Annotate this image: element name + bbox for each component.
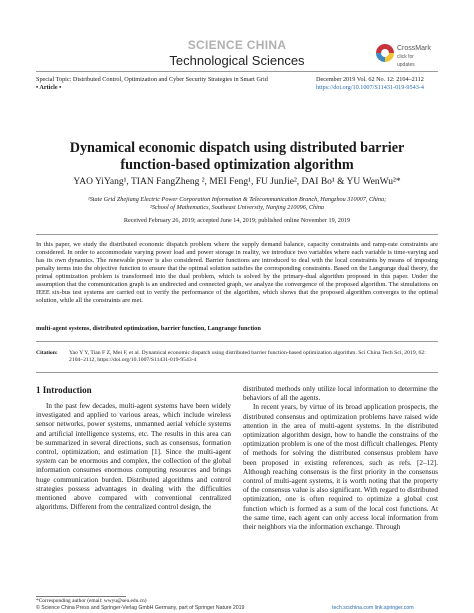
journal-name: SCIENCE CHINA [187,38,287,52]
affiliation-2: ²School of Mathematics, Southeast University, Nanjing 210096, China [149,204,325,211]
citation-rule [36,372,438,373]
intro-paragraph-1: distributed methods only utilize local information to determine the behaviors of all the agents. [243,385,438,403]
copyright: © Science China Press and Springer-Verlag GmbH Germany, part of Springer Nature 2019 [36,605,245,611]
crossmark-sublabel: click for updates [397,54,415,68]
article-type: • Article • [36,84,62,91]
abstract-bottom-rule [36,341,438,342]
citation-text: Yao Y Y, Tian F Z, Mei F, et al. Dynamical economic dispatch using distributed barrier function-based optimization algorithm. Sci China Tech Sci, 2019, 62: 2104–2112, https://doi.org/10.1007/S11431-019-9543-4 [69,350,426,364]
received-dates: Received February 26, 2019; accepted June 14, 2019; published online November 19, 2019 [123,217,351,224]
crossmark-label: CrossMark [397,45,431,52]
journal-subtitle: Technological Sciences [169,53,305,68]
corresponding-author: *Corresponding author (email: wwyu@seu.edu.cn) [36,598,147,604]
footnote-rule [36,596,126,597]
special-topic: Special Topic: Distributed Control, Optimization and Cyber Security Strategies in Smart Grid [36,76,268,83]
header-rule [36,71,438,72]
intro-paragraph-2: In recent years, by virtue of its broad application prospects, the distributed consensus and optimization problems have raised wide attention in the area of multi-agent systems. In the distributed optimization algorithm design, how to handle the constrains of the optimization problem is one of the most difficult challenges. Plenty of methods for solving the distributed consensus problem have been proposed in existing references, such as refs. [2–12]. Although reaching consensus is the first priority in the consensus control of multi-agent systems, it is worth noting that the property of the consensus value is also significant. With regard to distributed optimization, one is often required to optimize a global cost function which is formed as a sum of the local cost functions. At the same time, each agent can only access local information from their neighbors via the information exchange. Through [243,403,438,532]
issue-info: December 2019 Vol. 62 No. 12: 2104–2112 [316,76,424,83]
crossmark-badge[interactable] [376,42,431,68]
author-list: YAO YiYang¹, TIAN FangZheng ², MEI Feng¹, FU JunJie², DAI Bo¹ & YU WenWu²* [73,177,401,187]
crossmark-icon [376,44,394,62]
intro-left-column: In the past few decades, multi-agent systems have been widely investigated and applied to various areas, which include wireless sensor networks, power systems, unmanned aerial vehicle systems and artificial intelligence systems, etc. The results in this area can be summarized in several directions, such as consensus, formation control, optimization, and estimation [1]. Since the multi-agent system can be enormous and complex, the collection of the global information consumes enormous computing resources and brings huge communication burden. Distributed algorithms and control strategies possess advantages in dealing with the difficulties mentioned above compared with conventional centralized algorithms. Different from the centralized control design, the [36,402,231,512]
intro-right-column [243,385,438,532]
abstract-top-rule [36,234,438,235]
abstract: In this paper, we study the distributed economic dispatch problem where the supply demand balance, capacity constraints and ramp-rate constraints are considered. In order to accommodate varying power load and power storage in reality, we introduce two variables where each variable is time-varying and has its own dynamics. The renewable power is also considered. Barrier functions are introduced to deal with the local constraints by means of imposing penalty terms into the objective function to ensure that the optimal solution satisfies the corresponding constraints. Based on the Langrange dual theory, the primal optimization problem is transformed into the dual problem, which is solved by the primary-dual algorithm proposed in this paper. Under the assumption that the communication graph is an undirected and connected graph, we analyze the convergence of the proposed algorithm. The simulations on IEEE six-bus test systems are carried out to verify the performance of the algorithm, which shows that the proposed algorithm converges to the optimal solution, while all the constraints are met. [36,241,438,305]
keywords: multi-agent systems, distributed optimization, barrier function, Langrange function [36,325,261,332]
special-topic-block [36,76,306,92]
issue-meta [316,76,441,92]
citation-label: Citation: [36,350,58,356]
footer-links[interactable]: tech.scichina.com link.springer.com [332,605,414,611]
affiliation-1: ¹State Grid Zhejiang Electric Power Corporation Information & Telecommunication Branch, Hangzhou 310007, China; [87,196,387,203]
section-heading: 1 Introduction [36,385,92,395]
paper-title: Dynamical economic dispatch using distributed barrier function-based optimization algorithm [69,140,405,173]
doi-link[interactable]: https://doi.org/10.1007/S11431-019-9543-4 [316,84,424,91]
affiliations [40,196,434,212]
